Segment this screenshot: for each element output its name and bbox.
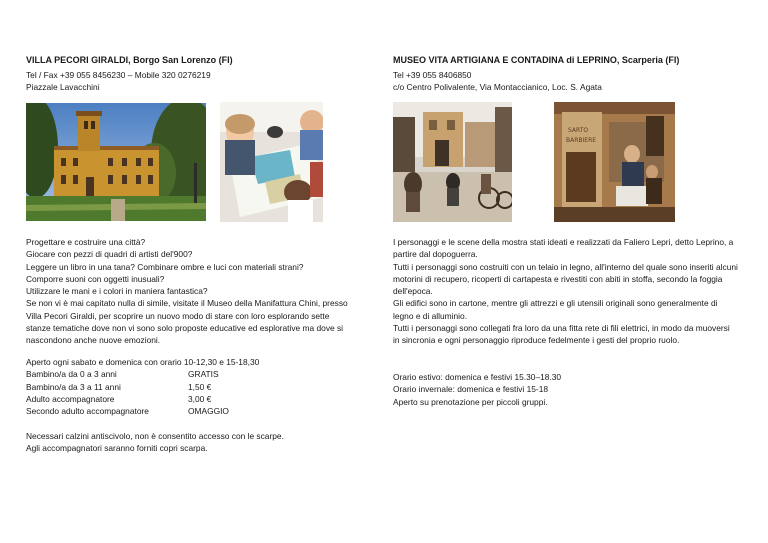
price-row [26,381,366,393]
villa-photo [26,103,206,221]
barber-diorama-photo [554,102,675,222]
intro-line: Progettare e costruire una città? [26,237,146,247]
villa-title: VILLA PECORI GIRALDI, Borgo San Lorenzo (FI) [26,55,233,65]
museum-phone: Tel +39 055 8406850 [393,70,472,80]
villa-address: Piazzale Lavacchini [26,82,100,92]
schedule-line: Orario invernale: domenica e festivi 15-18 [393,384,549,395]
price-row [26,393,366,405]
price-label: Bambino/a da 0 a 3 anni [26,369,117,380]
museum-address: c/o Centro Polivalente, Via Montaccianico, Loc. S. Agata [393,82,602,92]
diorama-village-photo [393,102,512,222]
price-value: 1,50 € [188,381,212,392]
price-value: GRATIS [188,369,219,380]
villa-intro [26,236,348,347]
description-paragraph: Tutti i personaggi sono collegati fra loro da una fitta rete di fili elettrici, in modo da muoversi in sincronia e ogni personaggio riproduce fedelmente i gesti del proprio ruolo. [393,323,730,346]
note-line: Agli accompagnatori saranno forniti copri scarpa. [26,443,208,454]
sign-text-barbiere: BARBIERE [566,137,597,144]
schedule-line: Aperto su prenotazione per piccoli gruppi. [393,396,548,407]
price-row [26,368,366,380]
price-value: OMAGGIO [188,406,229,417]
villa-hours-prices [26,356,366,417]
villa-hours: Aperto ogni sabato e domenica con orario 10-12,30 e 15-18,30 [26,357,260,367]
sign-text-sarto: SARTO [568,127,589,134]
description-paragraph: I personaggi e le scene della mostra stati ideati e realizzati da Faliero Lepri, detto Leprino, a partire dal dopoguerra. [393,237,734,260]
intro-line: Utilizzare le mani e i colori in maniera fantastica? [26,286,208,297]
villa-notes [26,430,366,455]
description-paragraph: Tutti i personaggi sono costruiti con un telaio in legno, all'interno del quale sono inseriti alcuni motorini di recupero, ricoperti di cartapesta e rivestiti con abiti in stoffa, secondo la foggia dell'epoca. [393,261,738,297]
intro-line: Comporre suoni con oggetti inusuali? [26,273,165,284]
price-value: 3,00 € [188,393,212,404]
price-label: Bambino/a da 3 a 11 anni [26,381,121,392]
museum-title: MUSEO VITA ARTIGIANA E CONTADINA di LEPRINO, Scarperia (FI) [393,55,680,65]
intro-line: Leggere un libro in una tana? Combinare ombre e luci con materiali strani? [26,261,304,272]
price-label: Secondo adulto accompagnatore [26,406,149,417]
intro-line: Giocare con pezzi di quadri di artisti del'900? [26,249,193,260]
intro-paragraph: Se non vi è mai capitato nulla di simile, visitate il Museo della Manifattura Chini, presso Villa Pecori Giraldi, per scoprire un nuovo modo di stare con loro esplorando sette stanze tematiche dove non vi sono solo proposte educative ed esplorative ma dove si nascondono anche nuove emozioni. [26,298,348,346]
price-label: Adulto accompagnatore [26,393,115,404]
villa-phone: Tel / Fax +39 055 8456230 – Mobile 320 0276219 [26,70,211,80]
museum-schedule [393,371,733,408]
museum-description [393,236,738,347]
schedule-line: Orario estivo: domenica e festivi 15.30–18.30 [393,372,562,382]
note-line: Necessari calzini antiscivolo, non è consentito accesso con le scarpe. [26,431,284,441]
price-row [26,405,366,417]
children-activity-photo [220,102,323,222]
description-paragraph: Gli edifici sono in cartone, mentre gli attrezzi e gli utensili originali sono generalmente di legno e di alluminio. [393,298,718,321]
